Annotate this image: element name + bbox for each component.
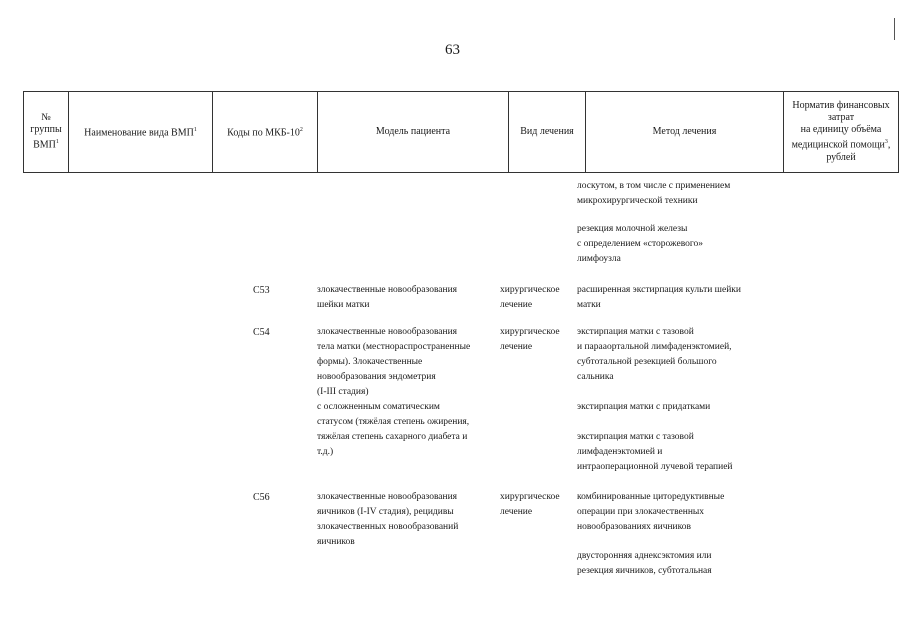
method-text: двусторонняя аднексэктомия или резекция яичников, субтотальная (577, 551, 712, 576)
header-patient-model: Модель пациента (318, 92, 509, 173)
icd-code: C53 (253, 285, 270, 296)
header-group-number: № группы ВМП$^1$ (24, 92, 69, 173)
method-text: лоскутом, в том числе с применением микрохирургической техники (577, 181, 731, 206)
page-number: 63 (445, 42, 460, 58)
patient-model-text: злокачественные новообразования тела матки (местнораспространенные формы). Злокачественные новообразования эндометрия (I-III стадия) с осложненным соматическим статусом (тяжёлая степень ожирения, тяжёлая степень сахарного диабета и т.д.) (317, 327, 471, 457)
method-text: экстирпация матки с тазовой и парааортальной лимфаденэктомией, субтотальной резекцией большого сальника (577, 327, 732, 382)
table-header (23, 91, 899, 173)
treatment-type-text: хирургическое лечение (500, 285, 560, 310)
method-text: комбинированные циторедуктивные операции при злокачественных новообразованиях яичников (577, 492, 725, 532)
scan-edge-mark (894, 18, 895, 40)
header-icd-codes: Коды по МКБ-$10^2$ (213, 92, 318, 173)
patient-model-text: злокачественные новообразования яичников (I-IV стадия), рецидивы злокачественных новообразований яичников (317, 492, 459, 547)
method-text: резекция молочной железы с определением «сторожевого» лимфоузла (577, 224, 704, 264)
icd-code: C54 (253, 327, 270, 338)
header-vmp-name: Наименование вида ВМП$^1$ (69, 92, 213, 173)
header-financial-norm: Норматив финансовых затрат на единицу объёма медицинской помощи$^3$, рублей (784, 92, 899, 173)
header-treatment-type: Вид лечения (509, 92, 586, 173)
header-treatment-method: Метод лечения (586, 92, 784, 173)
treatment-type-text: хирургическое лечение (500, 492, 560, 517)
method-text: экстирпация матки с тазовой лимфаденэктомией и интраоперационной лучевой терапией (577, 432, 733, 472)
method-text: расширенная экстирпация культи шейки матки (577, 285, 742, 310)
method-text: экстирпация матки с придатками (577, 402, 711, 412)
treatment-type-text: хирургическое лечение (500, 327, 560, 352)
icd-code: C56 (253, 492, 270, 503)
patient-model-text: злокачественные новообразования шейки матки (317, 285, 458, 310)
